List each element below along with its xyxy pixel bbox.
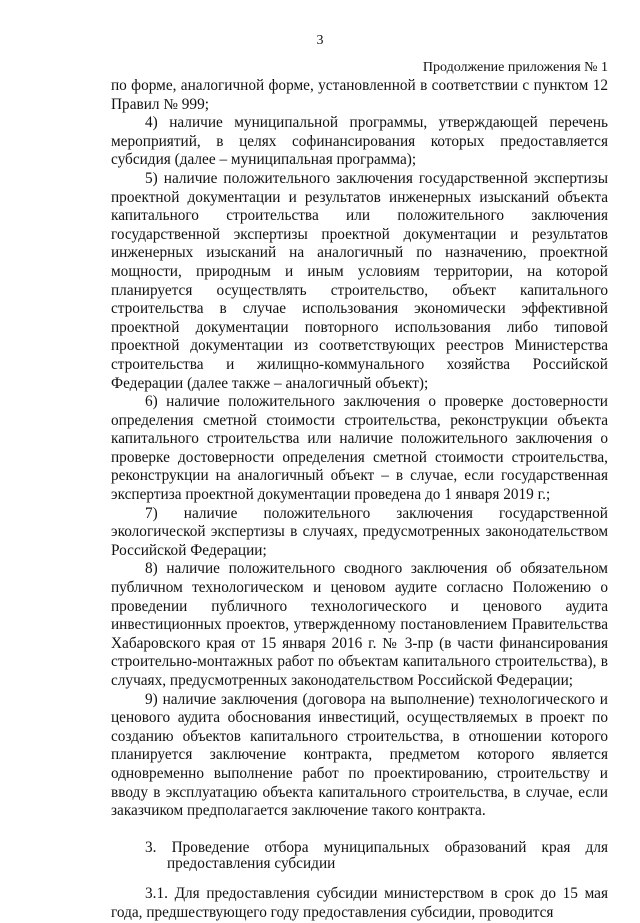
paragraph-item-7: 7) наличие положительного заключения государственной экологической экспертизы в случаях, предусмотренных законодательством Российской Федерации; — [111, 504, 608, 559]
running-head: Продолжение приложения № 1 — [422, 60, 608, 75]
section-heading — [111, 839, 608, 872]
paragraph-item-6: 6) наличие положительного заключения о проверке достоверности определения сметной стоимости строительства, реконструкции объекта капитального строительства или наличие положительного заключения о проверке достоверности определения сметной стоимости строительства, реконструкции на аналогичный объект – в случае, если государственная экспертиза проектной документации проведена до 1 января 2019 г.; — [111, 393, 608, 504]
paragraph-item-9: 9) наличие заключения (договора на выполнение) технологического и ценового аудита обоснования инвестиций, осуществляемых в проект по созданию объектов капитального строительства, в отношении которого планируется заключение контракта, предметом которого является одновременно выполнение работ по проектированию, строительству и вводу в эксплуатацию объекта капитального строительства, в случае, если заказчиком предполагается заключение такого контракта. — [111, 690, 608, 820]
page-number: 3 — [316, 33, 324, 48]
paragraph-item-4: 4) наличие муниципальной программы, утверждающей перечень мероприятий, в целях софинансирования которых предоставляется субсидия (далее – муниципальная программа); — [111, 114, 608, 169]
section-heading-line2: предоставления субсидии — [167, 855, 336, 873]
paragraph-item-5: 5) наличие положительного заключения государственной экспертизы проектной документации и результатов инженерных изысканий объекта капитального строительства или положительного заключения государственной экспертизы проектной документации и результатов инженерных изысканий на аналогичный по назначению, проектной мощности, природным и иным условиям территории, на которой планируется осуществлять строительство, объект капитального строительства в случае использования экономически эффективной проектной документации повторного использования либо типовой проектной документации из соответствующих реестров Министерства строительства и жилищно-коммунального хозяйства Российской Федерации (далее также – аналогичный объект); — [111, 169, 608, 392]
paragraph-continuation: по форме, аналогичной форме, установленной в соответствии с пунктом 12 Правил № 999; — [111, 77, 608, 113]
paragraph-3-1: 3.1. Для предоставления субсидии министерством в срок до 15 мая года, предшествующего году предоставления субсидии, проводится — [111, 885, 608, 921]
paragraph-item-8: 8) наличие положительного сводного заключения об обязательном публичном технологическом и ценовом аудите согласно Положению о проведении публичного технологического и ценового аудита инвестиционных проектов, утвержденному постановлением Правительства Хабаровского края от 15 января 2016 г. № 3-пр (в части финансирования строительно-монтажных работ по объектам капитального строительства), в случаях, предусмотренных законодательством Российской Федерации; — [111, 560, 608, 689]
section-heading-line1: 3. Проведение отбора муниципальных образований края для — [145, 838, 608, 856]
document-body — [111, 77, 608, 923]
